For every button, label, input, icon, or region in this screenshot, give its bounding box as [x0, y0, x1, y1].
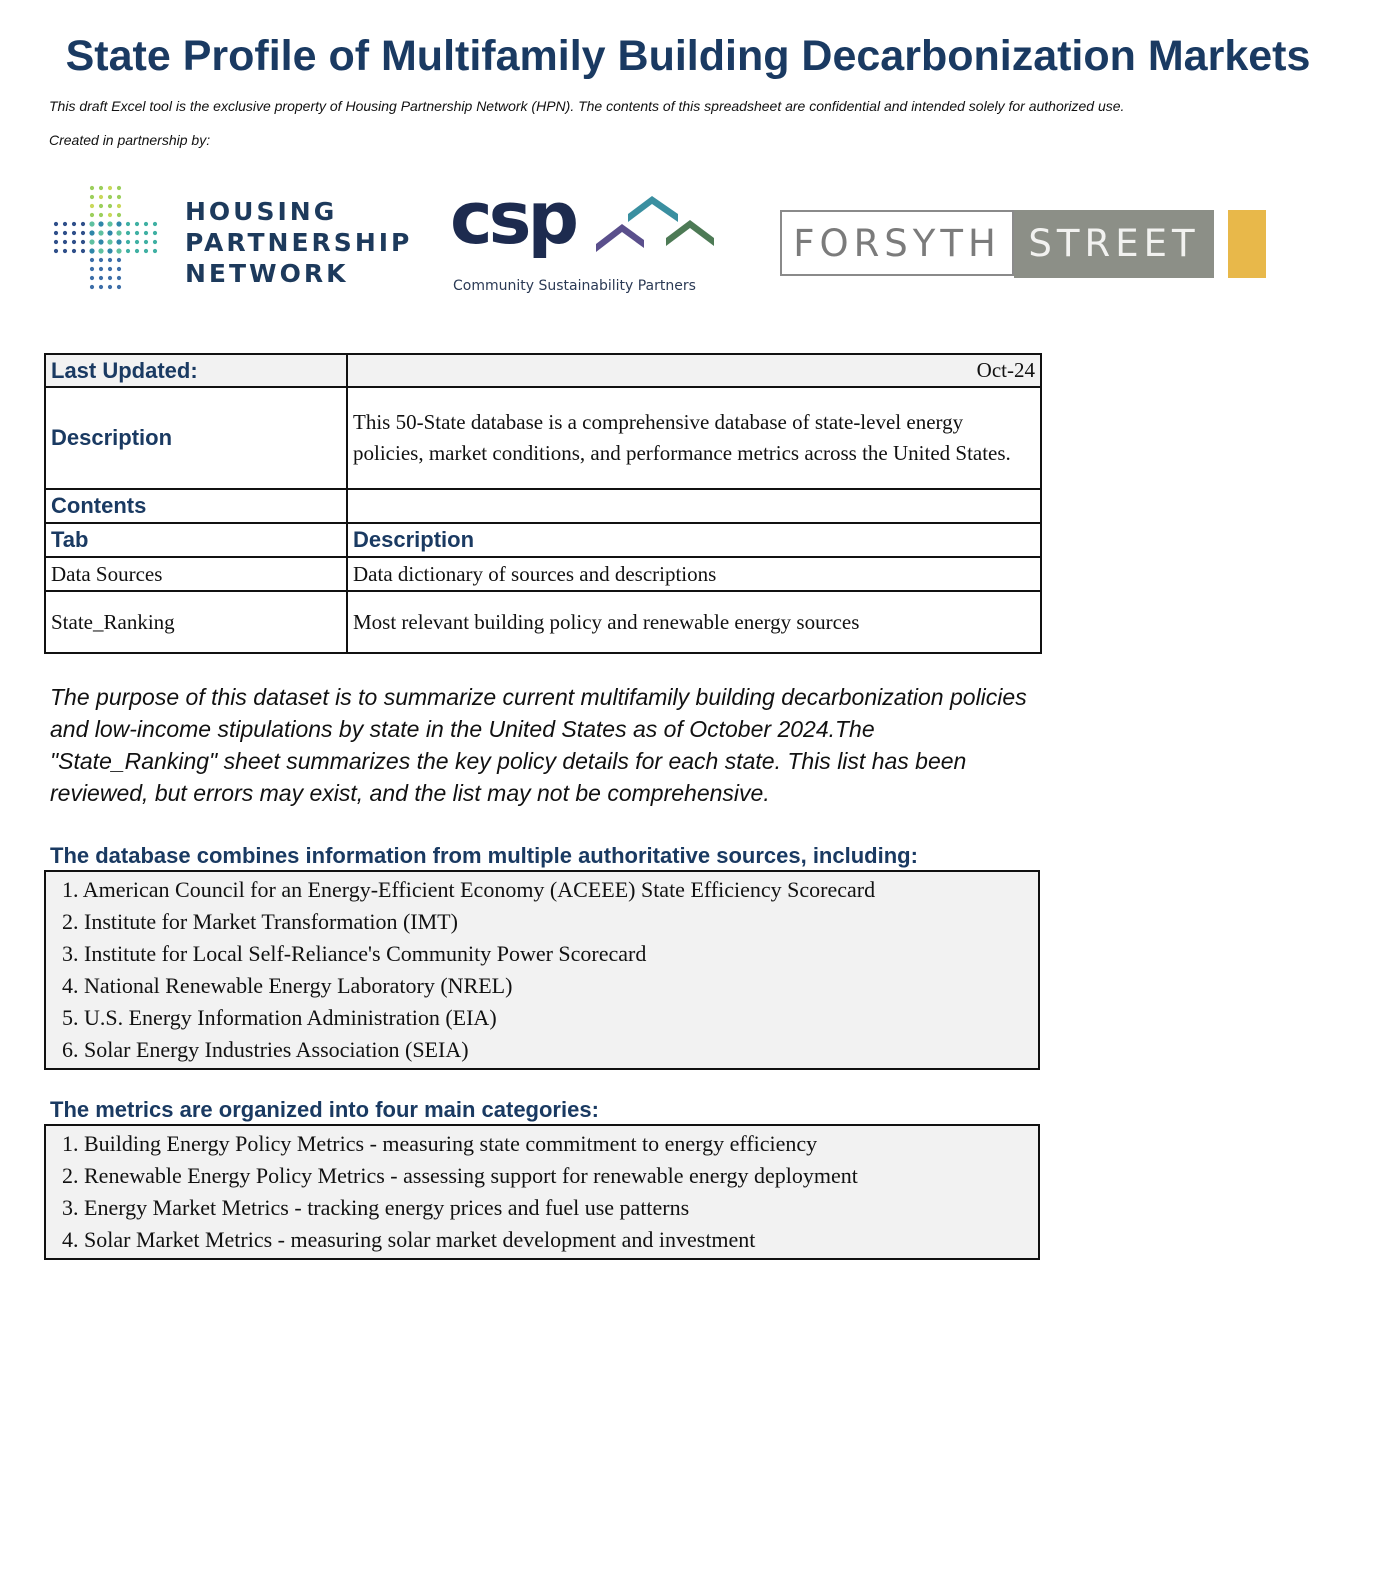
- list-item: 1. Building Energy Policy Metrics - measuring state commitment to energy efficiency: [62, 1131, 818, 1156]
- tab-description: Most relevant building policy and renewable energy sources: [347, 591, 1041, 653]
- table-row: [45, 591, 1041, 653]
- info-table: [44, 353, 1042, 654]
- description-label: Description: [45, 387, 347, 489]
- tab-description: Data dictionary of sources and descriptions: [347, 557, 1041, 591]
- list-item: 5. U.S. Energy Information Administration (EIA): [62, 1005, 497, 1030]
- sources-heading: The database combines information from multiple authoritative sources, including:: [50, 843, 918, 868]
- csp-subtitle: Community Sustainability Partners: [453, 278, 696, 294]
- list-item: 2. Renewable Energy Policy Metrics - assessing support for renewable energy deployment: [62, 1163, 858, 1188]
- list-item: 4. National Renewable Energy Laboratory (NREL): [62, 973, 513, 998]
- categories-list: [44, 1124, 1040, 1260]
- contents-empty-cell: [347, 489, 1041, 523]
- street-word: STREET: [1014, 210, 1214, 278]
- forsyth-gold-bar: [1228, 210, 1266, 278]
- confidentiality-notice: This draft Excel tool is the exclusive property of Housing Partnership Network (HPN). The contents of this spreadsheet are confidential and intended solely for authorized use.: [49, 98, 1125, 114]
- last-updated-value: Oct-24: [347, 354, 1041, 387]
- categories-heading: The metrics are organized into four main categories:: [50, 1097, 599, 1122]
- table-row: [45, 557, 1041, 591]
- contents-row: [45, 489, 1041, 523]
- list-item: 3. Energy Market Metrics - tracking energy prices and fuel use patterns: [62, 1195, 690, 1220]
- csp-wordmark: csp: [450, 176, 576, 260]
- tab-name: State_Ranking: [45, 591, 347, 653]
- list-item: 1. American Council for an Energy-Efficient Economy (ACEEE) State Efficiency Scorecard: [62, 877, 876, 902]
- page-title: State Profile of Multifamily Building Decarbonization Markets: [65, 32, 1311, 80]
- last-updated-label: Last Updated:: [45, 354, 347, 387]
- last-updated-row: [45, 354, 1041, 387]
- list-item: 4. Solar Market Metrics - measuring solar market development and investment: [62, 1227, 756, 1252]
- csp-roofs-icon: [596, 192, 726, 262]
- sources-list: [44, 870, 1040, 1070]
- hpn-line-3: NETWORK: [185, 259, 349, 288]
- hpn-wordmark: [185, 196, 412, 289]
- description-header: Description: [347, 523, 1041, 557]
- hpn-line-2: PARTNERSHIP: [185, 228, 413, 257]
- hpn-dots-icon: [50, 182, 165, 302]
- forsyth-street-logo: [780, 210, 1270, 280]
- partnership-label: Created in partnership by:: [49, 132, 211, 148]
- contents-label: Contents: [45, 489, 347, 523]
- list-item: 2. Institute for Market Transformation (IMT): [62, 909, 458, 934]
- list-item: 6. Solar Energy Industries Association (SEIA): [62, 1037, 469, 1062]
- description-row: [45, 387, 1041, 489]
- tab-name: Data Sources: [45, 557, 347, 591]
- list-item: 3. Institute for Local Self-Reliance's Community Power Scorecard: [62, 941, 647, 966]
- purpose-paragraph: The purpose of this dataset is to summarize current multifamily building decarbonization policies and low-income stipulations by state in the United States as of October 2024.The "State_Ranking" sheet summarizes the key policy details for each state. This list has been reviewed, but errors may exist, and the list may not be comprehensive.: [50, 684, 1027, 806]
- csp-logo: [450, 176, 730, 303]
- hpn-line-1: HOUSING: [185, 197, 338, 226]
- tab-header-row: [45, 523, 1041, 557]
- forsyth-word: FORSYTH: [780, 210, 1014, 276]
- hpn-logo: [50, 182, 413, 302]
- description-value: This 50-State database is a comprehensive database of state-level energy policies, market conditions, and performance metrics across the United States.: [347, 387, 1041, 489]
- tab-header: Tab: [45, 523, 347, 557]
